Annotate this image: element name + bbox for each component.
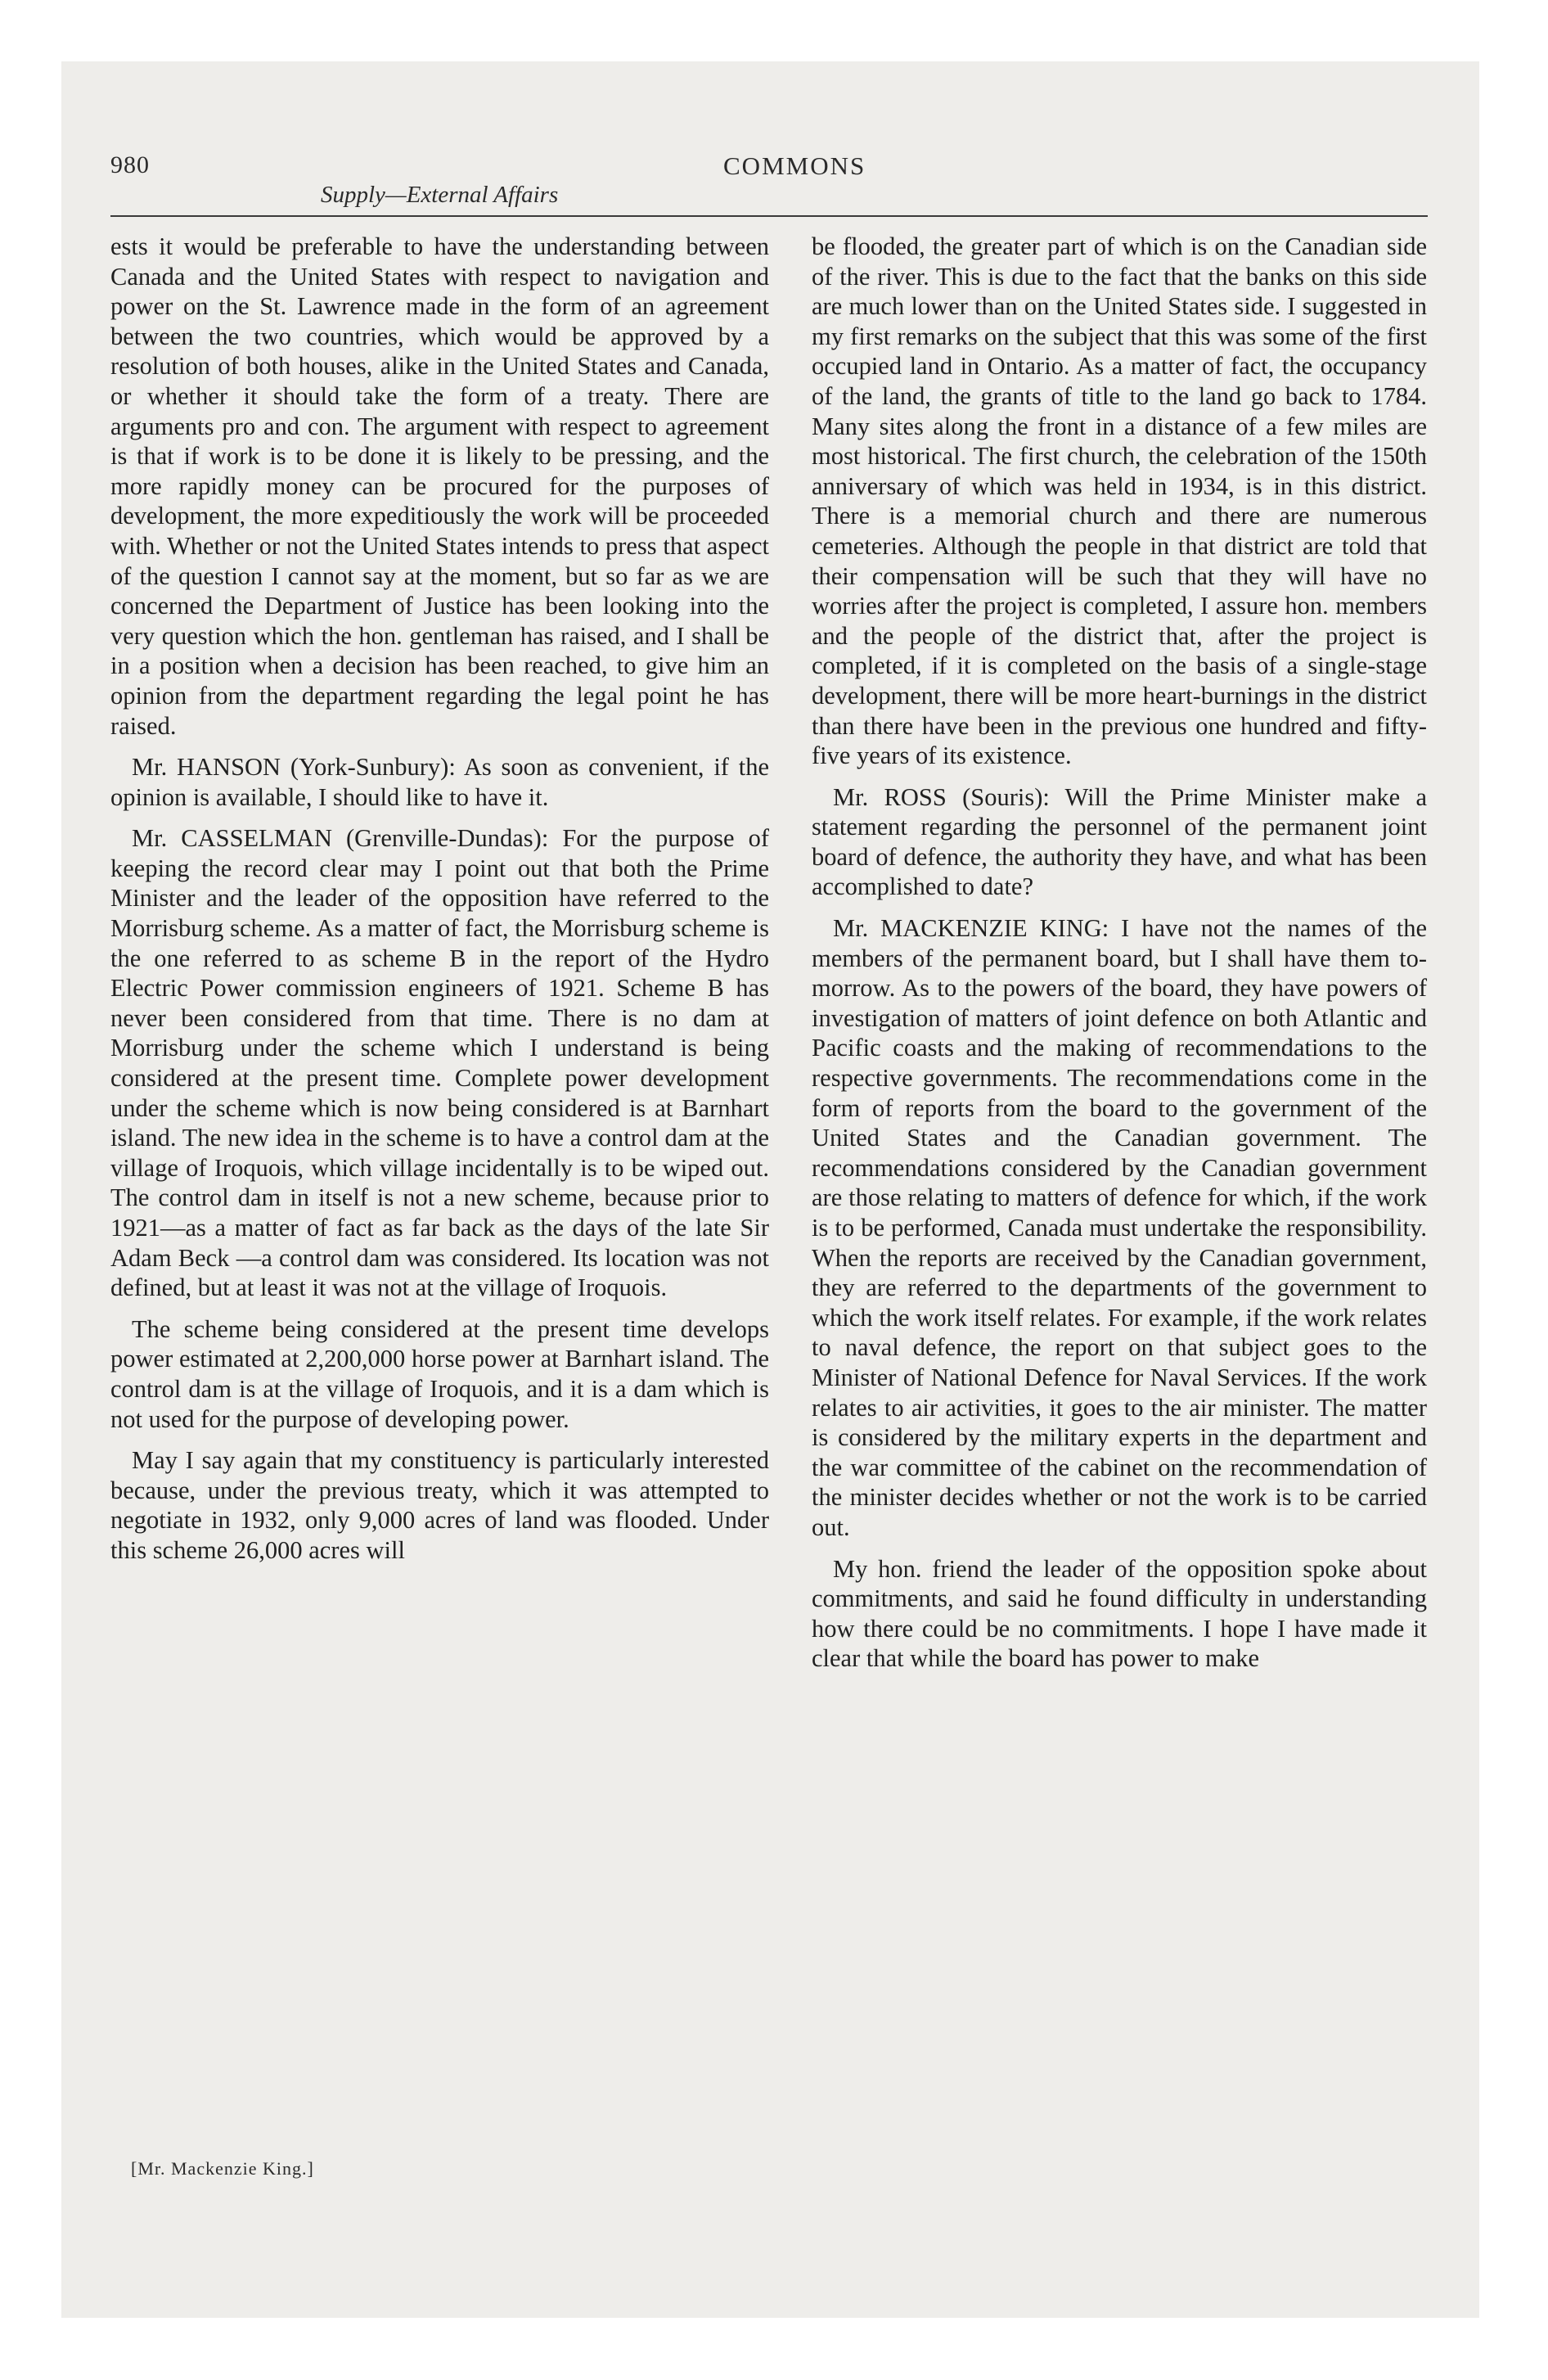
right-paragraph: be flooded, the greater part of which is on the Canadian side of the river. This is due to the fact that the banks on this side are much lower than on the United States side. I suggested in my first remarks on the subject that this was some of the first occupied land in Ontario. As a matter of fact, the occupancy of the land, the grants of title to the land go back to 1784. Many sites along the front in a distance of a few miles are most historical. The first church, the celebration of the 150th anniversary of which was held in 1934, is in this district. There is a memorial church and there are numerous cemeteries. Although the people in that district are told that their compensation will be such that they will have no worries after the project is completed, I assure hon. members and the people of the district that, after the project is completed, if it is completed on the basis of a single-stage development, there will be more heart-burnings in the district than there have been in the previous one hundred and fifty-five years of its existence.	[812, 232, 1427, 770]
left-paragraph: Mr. HANSON (York-Sunbury): As soon as convenient, if the opinion is available, I should like to have it.	[110, 753, 769, 811]
left-paragraph: May I say again that my constituency is particularly interested because, under the previous treaty, which it was attempted to negotiate in 1932, only 9,000 acres of land was flooded. Under this scheme 26,000 acres will	[110, 1446, 769, 1564]
left-paragraph: Mr. CASSELMAN (Grenville-Dundas): For the purpose of keeping the record clear may I point out that both the Prime Minister and the leader of the opposition have referred to the Morrisburg scheme. As a matter of fact, the Morrisburg scheme is the one referred to as scheme B in the report of the Hydro Electric Power commission engineers of 1921. Scheme B has never been considered from that time. There is no dam at Morrisburg under the scheme which I understand is being considered at the present time. Complete power development under the scheme which is now being considered is at Barnhart island. The new idea in the scheme is to have a control dam at the village of Iroquois, which village incidentally is to be wiped out. The control dam in itself is not a new scheme, because prior to 1921—as a matter of fact as far back as the days of the late Sir Adam Beck —a control dam was considered. Its location was not defined, but at least it was not at the village of Iroquois.	[110, 824, 769, 1302]
footer-note: [Mr. Mackenzie King.]	[131, 2158, 314, 2179]
header-rule	[110, 215, 1428, 217]
left-paragraph: ests it would be preferable to have the understanding between Canada and the United States with respect to navigation and power on the St. Lawrence made in the form of an agreement between the two countries, which would be approved by a resolution of both houses, alike in the United States and Canada, or whether it should take the form of a treaty. There are arguments pro and con. The argument with respect to agreement is that if work is to be done it is likely to be pressing, and the more rapidly money can be procured for the purposes of development, the more expeditiously the work will be proceeded with. Whether or not the United States intends to press that aspect of the question I cannot say at the moment, but so far as we are concerned the Department of Justice has been looking into the very question which the hon. gentleman has raised, and I shall be in a position when a decision has been reached, to give him an opinion from the department regarding the legal point he has raised.	[110, 232, 769, 740]
page-subtitle: Supply—External Affairs	[321, 182, 559, 208]
left-column	[110, 232, 769, 1577]
left-paragraph: The scheme being considered at the present time develops power estimated at 2,200,000 horse power at Barnhart island. The control dam is at the village of Iroquois, and it is a dam which is not used for the purpose of developing power.	[110, 1314, 769, 1433]
page-title: COMMONS	[723, 151, 866, 180]
right-paragraph: Mr. MACKENZIE KING: I have not the names of the members of the permanent board, but I shall have them to-morrow. As to the powers of the board, they have powers of investigation of matters of joint defence on both Atlantic and Pacific coasts and the making of recommendations to the respective governments. The recommendations come in the form of reports from the board to the government of the United States and the Canadian government. The recommendations considered by the Canadian government are those relating to matters of defence for which, if the work is to be performed, Canada must undertake the responsibility. When the reports are received by the Canadian government, they are referred to the departments of the government to which the work itself relates. For example, if the work relates to naval defence, the report on that subject goes to the Minister of National Defence for Naval Services. If the work relates to air activities, it goes to the air minister. The matter is considered by the military experts in the department and the war committee of the cabinet on the recommendation of the minister decides whether or not the work is to be carried out.	[812, 914, 1427, 1541]
right-column	[812, 232, 1427, 1685]
page-number: 980	[110, 151, 150, 178]
right-paragraph: My hon. friend the leader of the opposition spoke about commitments, and said he found difficulty in understanding how there could be no commitments. I hope I have made it clear that while the board has power to make	[812, 1554, 1427, 1673]
right-paragraph: Mr. ROSS (Souris): Will the Prime Minister make a statement regarding the personnel of the permanent joint board of defence, the authority they have, and what has been accomplished to date?	[812, 782, 1427, 901]
